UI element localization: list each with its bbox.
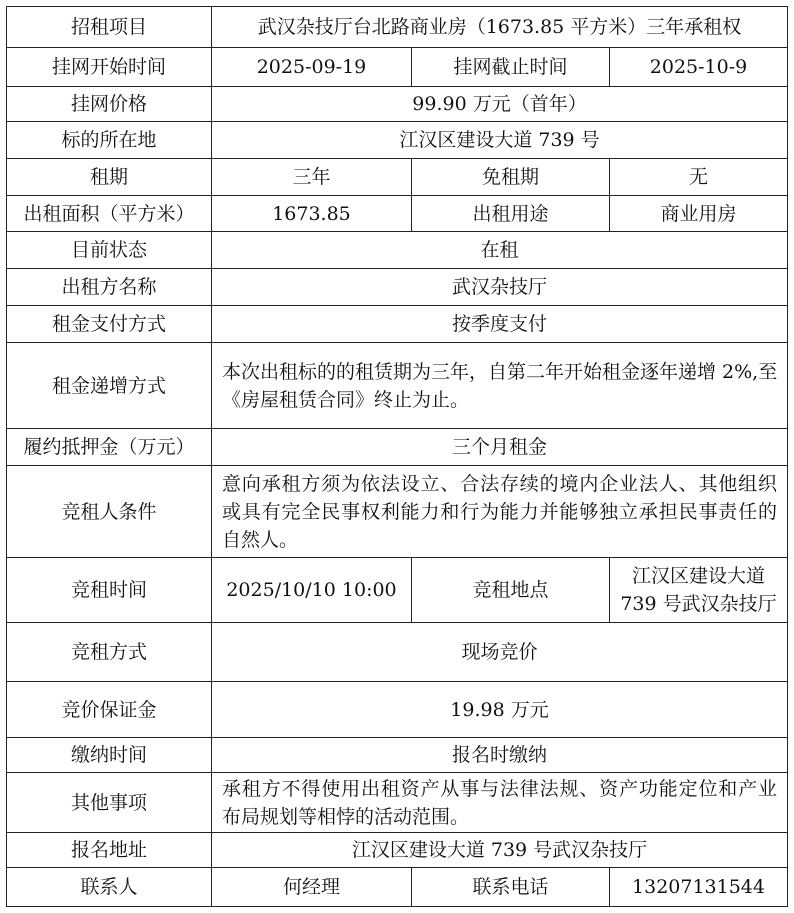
other-value <box>212 773 788 833</box>
area-label: 出租面积（平方米） <box>7 196 212 232</box>
payment-value: 按季度支付 <box>212 306 788 343</box>
bidder-requirements-value <box>212 466 788 558</box>
other-line: 承租方不得使用出租资产从事与法律法规、资产功能定位和产业 <box>222 777 778 800</box>
payment-time-label: 缴纳时间 <box>7 738 212 773</box>
registration-address-value: 江汉区建设大道 739 号武汉杂技厅 <box>212 833 788 868</box>
row-location <box>7 122 788 159</box>
rent-free-label: 免租期 <box>412 159 610 196</box>
other-label: 其他事项 <box>7 773 212 833</box>
lessor-value: 武汉杂技厅 <box>212 269 788 306</box>
row-lessor <box>7 269 788 306</box>
bid-venue-line: 江汉区建设大道 <box>632 565 766 587</box>
row-payment-time <box>7 738 788 773</box>
bid-bond-label: 竞价保证金 <box>7 682 212 738</box>
bidder-requirements-line: 或具有完全民事权利能力和行为能力并能够独立承担民事责任的 <box>222 500 778 523</box>
status-label: 目前状态 <box>7 232 212 269</box>
bid-time-label: 竞租时间 <box>7 558 212 623</box>
bid-bond-value: 19.98 万元 <box>212 682 788 738</box>
row-listing-time <box>7 48 788 87</box>
listing-end-value: 2025-10-9 <box>610 48 788 87</box>
row-payment <box>7 306 788 343</box>
row-other <box>7 773 788 833</box>
row-bidder-requirements <box>7 466 788 558</box>
deposit-value: 三个月租金 <box>212 429 788 466</box>
bid-method-value: 现场竞价 <box>212 623 788 682</box>
payment-label: 租金支付方式 <box>7 306 212 343</box>
bidder-requirements-label: 竞租人条件 <box>7 466 212 558</box>
contact-phone-label: 联系电话 <box>412 868 610 907</box>
bidder-requirements-line: 自然人。 <box>222 528 299 551</box>
row-bid-time <box>7 558 788 623</box>
listing-start-value: 2025-09-19 <box>212 48 412 87</box>
bid-venue-value <box>610 558 788 623</box>
registration-address-label: 报名地址 <box>7 833 212 868</box>
bid-time-value: 2025/10/10 10:00 <box>212 558 412 623</box>
bid-venue-line: 739 号武汉杂技厅 <box>620 593 777 615</box>
project-value: 武汉杂技厅台北路商业房（1673.85 平方米）三年承租权 <box>212 7 788 48</box>
row-escalation <box>7 343 788 429</box>
row-contact <box>7 868 788 907</box>
rent-free-value: 无 <box>610 159 788 196</box>
contact-person-label: 联系人 <box>7 868 212 907</box>
contact-phone-value: 13207131544 <box>610 868 788 907</box>
lessor-label: 出租方名称 <box>7 269 212 306</box>
lease-term-value: 三年 <box>212 159 412 196</box>
row-bid-bond <box>7 682 788 738</box>
row-listing-price <box>7 87 788 122</box>
row-bid-method <box>7 623 788 682</box>
row-lease-term <box>7 159 788 196</box>
row-project <box>7 7 788 48</box>
lease-info-table <box>6 6 788 907</box>
payment-time-value: 报名时缴纳 <box>212 738 788 773</box>
listing-price-label: 挂网价格 <box>7 87 212 122</box>
status-value: 在租 <box>212 232 788 269</box>
project-label: 招租项目 <box>7 7 212 48</box>
area-value: 1673.85 <box>212 196 412 232</box>
location-value: 江汉区建设大道 739 号 <box>212 122 788 159</box>
row-status <box>7 232 788 269</box>
row-deposit <box>7 429 788 466</box>
escalation-line: 《房屋租赁合同》终止为止。 <box>222 388 470 411</box>
other-line: 布局规划等相悖的活动范围。 <box>222 805 470 828</box>
listing-price-value: 99.90 万元（首年） <box>212 87 788 122</box>
contact-person-value: 何经理 <box>212 868 412 907</box>
lease-term-label: 租期 <box>7 159 212 196</box>
bidder-requirements-line: 意向承租方须为依法设立、合法存续的境内企业法人、其他组织 <box>222 472 778 495</box>
row-registration-address <box>7 833 788 868</box>
bid-method-label: 竞租方式 <box>7 623 212 682</box>
escalation-value <box>212 343 788 429</box>
escalation-line: 本次出租标的的租赁期为三年，自第二年开始租金逐年递增 2%,至 <box>222 360 778 383</box>
deposit-label: 履约抵押金（万元） <box>7 429 212 466</box>
usage-value: 商业用房 <box>610 196 788 232</box>
listing-start-label: 挂网开始时间 <box>7 48 212 87</box>
usage-label: 出租用途 <box>412 196 610 232</box>
escalation-label: 租金递增方式 <box>7 343 212 429</box>
row-area <box>7 196 788 232</box>
bid-venue-label: 竞租地点 <box>412 558 610 623</box>
location-label: 标的所在地 <box>7 122 212 159</box>
listing-end-label: 挂网截止时间 <box>412 48 610 87</box>
